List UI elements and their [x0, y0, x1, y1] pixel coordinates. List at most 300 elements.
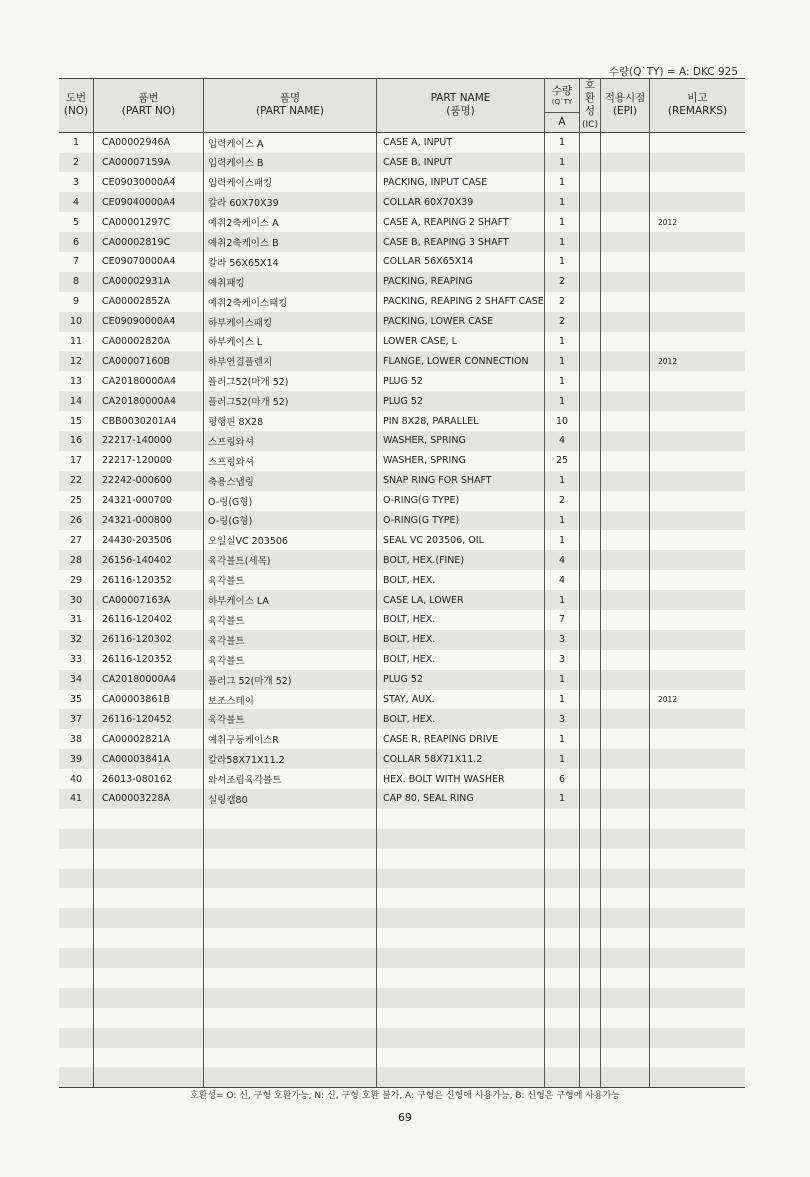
- row-part-name-en: COLLAR 58X71X11.2: [377, 749, 545, 769]
- row-no: [59, 888, 94, 908]
- row-part-no: [94, 968, 204, 988]
- row-remarks: [650, 192, 746, 212]
- row-qty: [545, 809, 580, 829]
- row-epi: [601, 371, 650, 391]
- row-qty: 4: [545, 570, 580, 590]
- table-row: [59, 729, 745, 749]
- row-remarks: [650, 431, 746, 451]
- row-no: 34: [59, 670, 94, 690]
- row-part-no: [94, 928, 204, 948]
- row-ic: [580, 530, 601, 550]
- row-epi: [601, 232, 650, 252]
- row-part-name-kr: 축용스냅링: [204, 471, 377, 491]
- row-part-no: CA00003861B: [94, 690, 204, 710]
- row-part-name-kr: 칼라58X71X11.2: [204, 749, 377, 769]
- row-epi: [601, 948, 650, 968]
- header-ic: 호 환 성 (IC): [580, 79, 601, 133]
- row-part-name-en: [377, 888, 545, 908]
- row-no: 40: [59, 769, 94, 789]
- row-part-name-en: FLANGE, LOWER CONNECTION: [377, 351, 545, 371]
- row-ic: [580, 391, 601, 411]
- row-no: [59, 829, 94, 849]
- row-ic: [580, 212, 601, 232]
- table-row: [59, 550, 745, 570]
- row-no: [59, 1028, 94, 1048]
- row-part-name-en: CASE R, REAPING DRIVE: [377, 729, 545, 749]
- table-row: [59, 431, 745, 451]
- row-no: 26: [59, 511, 94, 531]
- row-no: [59, 948, 94, 968]
- row-part-name-kr: 스프링와셔: [204, 431, 377, 451]
- header-qty: 수량 (Q`TY A: [545, 79, 580, 133]
- row-part-name-kr: 육각볼트: [204, 610, 377, 630]
- row-no: 13: [59, 371, 94, 391]
- row-remarks: [650, 252, 746, 272]
- row-remarks: [650, 729, 746, 749]
- row-part-name-en: BOLT, HEX.(FINE): [377, 550, 545, 570]
- table-row: [59, 789, 745, 809]
- row-ic: [580, 1067, 601, 1087]
- row-no: [59, 988, 94, 1008]
- row-qty: 1: [545, 530, 580, 550]
- row-qty: 1: [545, 749, 580, 769]
- row-part-no: [94, 988, 204, 1008]
- row-qty: 1: [545, 212, 580, 232]
- row-part-name-kr: 오일실VC 203506: [204, 530, 377, 550]
- row-no: 37: [59, 709, 94, 729]
- empty-table-row: [59, 1048, 745, 1068]
- row-no: 2: [59, 153, 94, 173]
- row-part-no: 26116-120402: [94, 610, 204, 630]
- row-epi: [601, 530, 650, 550]
- table-row: [59, 749, 745, 769]
- parts-table: [59, 78, 745, 1088]
- empty-table-row: [59, 869, 745, 889]
- row-part-no: 24430-203506: [94, 530, 204, 550]
- row-part-name-en: [377, 948, 545, 968]
- empty-table-row: [59, 1067, 745, 1087]
- row-part-name-kr: 평행핀 8X28: [204, 411, 377, 431]
- row-no: 32: [59, 630, 94, 650]
- row-no: 27: [59, 530, 94, 550]
- row-part-name-en: CASE B, REAPING 3 SHAFT: [377, 232, 545, 252]
- row-ic: [580, 829, 601, 849]
- row-part-no: 26116-120352: [94, 650, 204, 670]
- row-ic: [580, 471, 601, 491]
- row-qty: [545, 928, 580, 948]
- row-part-no: CA00003841A: [94, 749, 204, 769]
- table-row: [59, 351, 745, 371]
- row-remarks: [650, 371, 746, 391]
- row-part-name-en: SEAL VC 203506, OIL: [377, 530, 545, 550]
- row-part-no: [94, 829, 204, 849]
- row-remarks: [650, 789, 746, 809]
- row-qty: 4: [545, 550, 580, 570]
- row-no: [59, 928, 94, 948]
- row-part-name-en: PLUG 52: [377, 391, 545, 411]
- row-part-name-kr: 하부연결플렌지: [204, 351, 377, 371]
- row-ic: [580, 252, 601, 272]
- table-row: [59, 769, 745, 789]
- row-no: 8: [59, 272, 94, 292]
- row-ic: [580, 491, 601, 511]
- row-part-name-en: [377, 968, 545, 988]
- row-remarks: [650, 530, 746, 550]
- row-part-name-kr: [204, 968, 377, 988]
- row-part-name-en: BOLT, HEX.: [377, 630, 545, 650]
- row-epi: [601, 590, 650, 610]
- row-no: 28: [59, 550, 94, 570]
- table-row: [59, 371, 745, 391]
- row-remarks: 2012: [650, 351, 746, 371]
- row-remarks: [650, 292, 746, 312]
- row-remarks: 2012: [658, 217, 678, 227]
- page-number: 69: [398, 1111, 412, 1124]
- row-no: 12: [59, 351, 94, 371]
- row-qty: 2: [545, 491, 580, 511]
- row-ic: [580, 172, 601, 192]
- row-remarks: 2012: [658, 695, 678, 704]
- row-part-name-en: [377, 829, 545, 849]
- row-epi: [601, 351, 650, 371]
- row-qty: [545, 1008, 580, 1028]
- row-qty: 25: [545, 451, 580, 471]
- row-epi: [601, 252, 650, 272]
- row-no: 41: [59, 789, 94, 809]
- row-epi: [601, 451, 650, 471]
- row-epi: [601, 332, 650, 352]
- row-part-no: CA00002820A: [94, 332, 204, 352]
- row-remarks: [650, 968, 746, 988]
- row-ic: [580, 769, 601, 789]
- row-epi: [601, 491, 650, 511]
- row-qty: 1: [545, 729, 580, 749]
- row-no: 5: [59, 212, 94, 232]
- row-part-no: [94, 888, 204, 908]
- row-no: 14: [59, 391, 94, 411]
- row-remarks: [650, 172, 746, 192]
- row-part-name-en: CASE B, INPUT: [377, 153, 545, 173]
- row-part-no: [94, 1008, 204, 1028]
- row-remarks: [650, 471, 746, 491]
- row-ic: [580, 292, 601, 312]
- row-ic: [580, 988, 601, 1008]
- row-ic: [580, 1028, 601, 1048]
- row-qty: 1: [545, 471, 580, 491]
- row-part-name-en: [377, 988, 545, 1008]
- row-part-no: CE09090000A4: [94, 312, 204, 332]
- row-qty: 3: [545, 650, 580, 670]
- row-qty: 1: [545, 511, 580, 531]
- row-part-name-en: [377, 908, 545, 928]
- row-qty: [545, 888, 580, 908]
- row-remarks: [650, 988, 746, 1008]
- row-ic: [580, 351, 601, 371]
- table-row: [59, 172, 745, 192]
- empty-table-row: [59, 1008, 745, 1028]
- row-part-name-kr: 입력케이스 B: [204, 153, 377, 173]
- row-epi: [601, 670, 650, 690]
- empty-table-row: [59, 888, 745, 908]
- row-epi: [601, 1008, 650, 1028]
- row-epi: [601, 809, 650, 829]
- table-row: [59, 252, 745, 272]
- row-part-name-kr: 하부케이스패킹: [204, 312, 377, 332]
- row-part-name-en: [377, 1028, 545, 1048]
- row-part-no: 22217-120000: [94, 451, 204, 471]
- row-no: 6: [59, 232, 94, 252]
- row-part-name-en: PACKING, INPUT CASE: [377, 172, 545, 192]
- row-remarks: [650, 1048, 746, 1068]
- row-epi: [601, 132, 650, 152]
- row-qty: 2: [545, 312, 580, 332]
- row-qty: 1: [545, 153, 580, 173]
- row-no: [59, 869, 94, 889]
- row-remarks: [650, 630, 746, 650]
- row-epi: [601, 729, 650, 749]
- row-no: 38: [59, 729, 94, 749]
- row-part-no: CA00002821A: [94, 729, 204, 749]
- row-part-name-kr: 플러그52(마개 52): [204, 391, 377, 411]
- row-part-name-kr: 플러그52(마개 52): [204, 371, 377, 391]
- row-remarks: [650, 511, 746, 531]
- row-qty: [545, 849, 580, 869]
- row-epi: [601, 849, 650, 869]
- row-epi: [601, 829, 650, 849]
- row-part-name-en: PACKING, REAPING 2 SHAFT CASE: [377, 292, 545, 312]
- table-row: [59, 212, 745, 232]
- row-remarks: [650, 590, 746, 610]
- row-part-name-kr: 플러그 52(마개 52): [204, 670, 377, 690]
- row-epi: [601, 690, 650, 710]
- row-remarks: [650, 332, 746, 352]
- row-part-name-en: [377, 869, 545, 889]
- row-remarks: [650, 1008, 746, 1028]
- row-ic: [580, 550, 601, 570]
- row-no: [59, 908, 94, 928]
- row-ic: [580, 511, 601, 531]
- row-no: [59, 1048, 94, 1068]
- row-part-no: 26116-120302: [94, 630, 204, 650]
- row-remarks: [650, 1067, 746, 1087]
- quantity-legend: 수량(Q`TY) = A: DKC 925: [608, 66, 738, 78]
- row-remarks: [650, 908, 746, 928]
- empty-table-row: [59, 829, 745, 849]
- row-epi: [601, 411, 650, 431]
- header-remarks: 비고 (REMARKS): [650, 79, 746, 133]
- row-part-name-en: BOLT, HEX.: [377, 709, 545, 729]
- row-ic: [580, 749, 601, 769]
- row-part-name-kr: O-링(G형): [204, 511, 377, 531]
- row-qty: 1: [545, 172, 580, 192]
- row-qty: [545, 968, 580, 988]
- row-epi: [601, 888, 650, 908]
- row-part-no: CA20180000A4: [94, 670, 204, 690]
- row-remarks: [650, 650, 746, 670]
- row-part-name-kr: [204, 928, 377, 948]
- row-part-no: CE09030000A4: [94, 172, 204, 192]
- row-epi: [601, 749, 650, 769]
- row-qty: 1: [545, 232, 580, 252]
- row-epi: [601, 570, 650, 590]
- row-ic: [580, 371, 601, 391]
- row-qty: 4: [545, 431, 580, 451]
- row-part-no: CA00001297C: [94, 212, 204, 232]
- row-ic: [580, 431, 601, 451]
- row-part-no: CBB0030201A4: [94, 411, 204, 431]
- row-part-name-en: LOWER CASE, L: [377, 332, 545, 352]
- row-epi: [601, 968, 650, 988]
- row-epi: [601, 709, 650, 729]
- row-remarks: [650, 928, 746, 948]
- row-qty: 1: [545, 690, 580, 710]
- table-row: [59, 391, 745, 411]
- compatibility-legend: 호환성= O: 신, 구형 호환가능, N: 신, 구형 호환 불가, A: 구형은 신형에 사용가능, B: 신형은 구형에 사용가능: [189, 1091, 621, 1101]
- empty-table-row: [59, 928, 745, 948]
- row-part-name-kr: [204, 1008, 377, 1028]
- table-row: [59, 132, 745, 152]
- row-ic: [580, 968, 601, 988]
- row-qty: [545, 1067, 580, 1087]
- row-remarks: [650, 809, 746, 829]
- row-part-no: CE09070000A4: [94, 252, 204, 272]
- row-no: 11: [59, 332, 94, 352]
- row-remarks: [650, 1028, 746, 1048]
- table-row: [59, 670, 745, 690]
- row-part-name-kr: 입력케이스패킹: [204, 172, 377, 192]
- row-qty: [545, 869, 580, 889]
- table-header-row: [59, 79, 745, 133]
- row-qty: 1: [545, 351, 580, 371]
- row-qty: 1: [545, 391, 580, 411]
- row-part-name-en: WASHER, SPRING: [377, 431, 545, 451]
- table-row: [59, 690, 745, 710]
- row-part-name-en: [377, 1067, 545, 1087]
- row-qty: [545, 988, 580, 1008]
- row-qty: 1: [545, 670, 580, 690]
- row-epi: [601, 928, 650, 948]
- parts-table-body: [59, 132, 745, 1088]
- row-ic: [580, 332, 601, 352]
- row-remarks: [650, 769, 746, 789]
- row-epi: [601, 650, 650, 670]
- row-ic: [580, 153, 601, 173]
- row-remarks: [650, 888, 746, 908]
- row-epi: [601, 471, 650, 491]
- table-row: [59, 411, 745, 431]
- row-part-name-en: [377, 849, 545, 869]
- table-row: [59, 570, 745, 590]
- table-row: [59, 292, 745, 312]
- row-part-name-en: WASHER, SPRING: [377, 451, 545, 471]
- row-qty: 2: [545, 272, 580, 292]
- row-part-name-en: [377, 809, 545, 829]
- row-epi: [601, 789, 650, 809]
- row-part-name-en: CAP 80, SEAL RING: [377, 789, 545, 809]
- row-part-name-kr: 육각볼트(세목): [204, 550, 377, 570]
- row-qty: 1: [545, 332, 580, 352]
- row-no: 31: [59, 610, 94, 630]
- header-part-name-kr: 품명 (PART NAME): [204, 79, 377, 133]
- row-part-no: CA00002931A: [94, 272, 204, 292]
- row-no: 4: [59, 192, 94, 212]
- row-qty: [545, 908, 580, 928]
- table-row: [59, 232, 745, 252]
- row-part-no: 24321-000800: [94, 511, 204, 531]
- row-qty: 3: [545, 709, 580, 729]
- row-remarks: [650, 570, 746, 590]
- row-part-name-kr: 예취2축케이스 B: [204, 232, 377, 252]
- row-part-no: CA00007159A: [94, 153, 204, 173]
- row-remarks: [650, 849, 746, 869]
- row-remarks: [650, 451, 746, 471]
- row-part-name-en: PLUG 52: [377, 670, 545, 690]
- row-part-name-en: CASE A, REAPING 2 SHAFT: [377, 212, 545, 232]
- row-qty: 1: [545, 132, 580, 152]
- row-part-no: 26013-080162: [94, 769, 204, 789]
- row-qty: [545, 1048, 580, 1068]
- row-remarks: [650, 829, 746, 849]
- row-ic: [580, 928, 601, 948]
- row-epi: [601, 431, 650, 451]
- row-no: 15: [59, 411, 94, 431]
- table-row: [59, 491, 745, 511]
- row-qty: 10: [545, 411, 580, 431]
- row-part-name-kr: 예취2축케이스패킹: [204, 292, 377, 312]
- empty-table-row: [59, 908, 745, 928]
- row-part-name-en: O-RING(G TYPE): [377, 511, 545, 531]
- row-no: 16: [59, 431, 94, 451]
- row-part-no: CA00002946A: [94, 132, 204, 152]
- row-epi: [601, 312, 650, 332]
- row-qty: 2: [545, 292, 580, 312]
- row-no: 10: [59, 312, 94, 332]
- row-remarks: [650, 312, 746, 332]
- row-ic: [580, 789, 601, 809]
- row-part-name-kr: [204, 1067, 377, 1087]
- row-part-no: CA00007163A: [94, 590, 204, 610]
- row-ic: [580, 650, 601, 670]
- row-qty: 7: [545, 610, 580, 630]
- row-ic: [580, 451, 601, 471]
- row-no: 30: [59, 590, 94, 610]
- row-no: 39: [59, 749, 94, 769]
- row-part-name-kr: 입력케이스 A: [204, 132, 377, 152]
- header-part-name-en: PART NAME (품명): [377, 79, 545, 133]
- row-part-name-en: PLUG 52: [377, 371, 545, 391]
- row-part-name-kr: 예취구동케이스R: [204, 729, 377, 749]
- row-ic: [580, 232, 601, 252]
- empty-table-row: [59, 948, 745, 968]
- row-part-no: CE09040000A4: [94, 192, 204, 212]
- row-no: 3: [59, 172, 94, 192]
- row-part-name-en: [377, 1008, 545, 1028]
- row-ic: [580, 590, 601, 610]
- table-row: [59, 471, 745, 491]
- row-part-no: [94, 849, 204, 869]
- row-no: [59, 809, 94, 829]
- row-qty: [545, 1028, 580, 1048]
- row-part-name-kr: 예취패킹: [204, 272, 377, 292]
- table-row: [59, 709, 745, 729]
- empty-table-row: [59, 849, 745, 869]
- row-remarks: [650, 391, 746, 411]
- row-qty: 1: [545, 192, 580, 212]
- row-epi: [601, 212, 650, 232]
- row-no: 1: [59, 132, 94, 152]
- row-part-name-en: CASE LA, LOWER: [377, 590, 545, 610]
- row-part-name-kr: 칼라 60X70X39: [204, 192, 377, 212]
